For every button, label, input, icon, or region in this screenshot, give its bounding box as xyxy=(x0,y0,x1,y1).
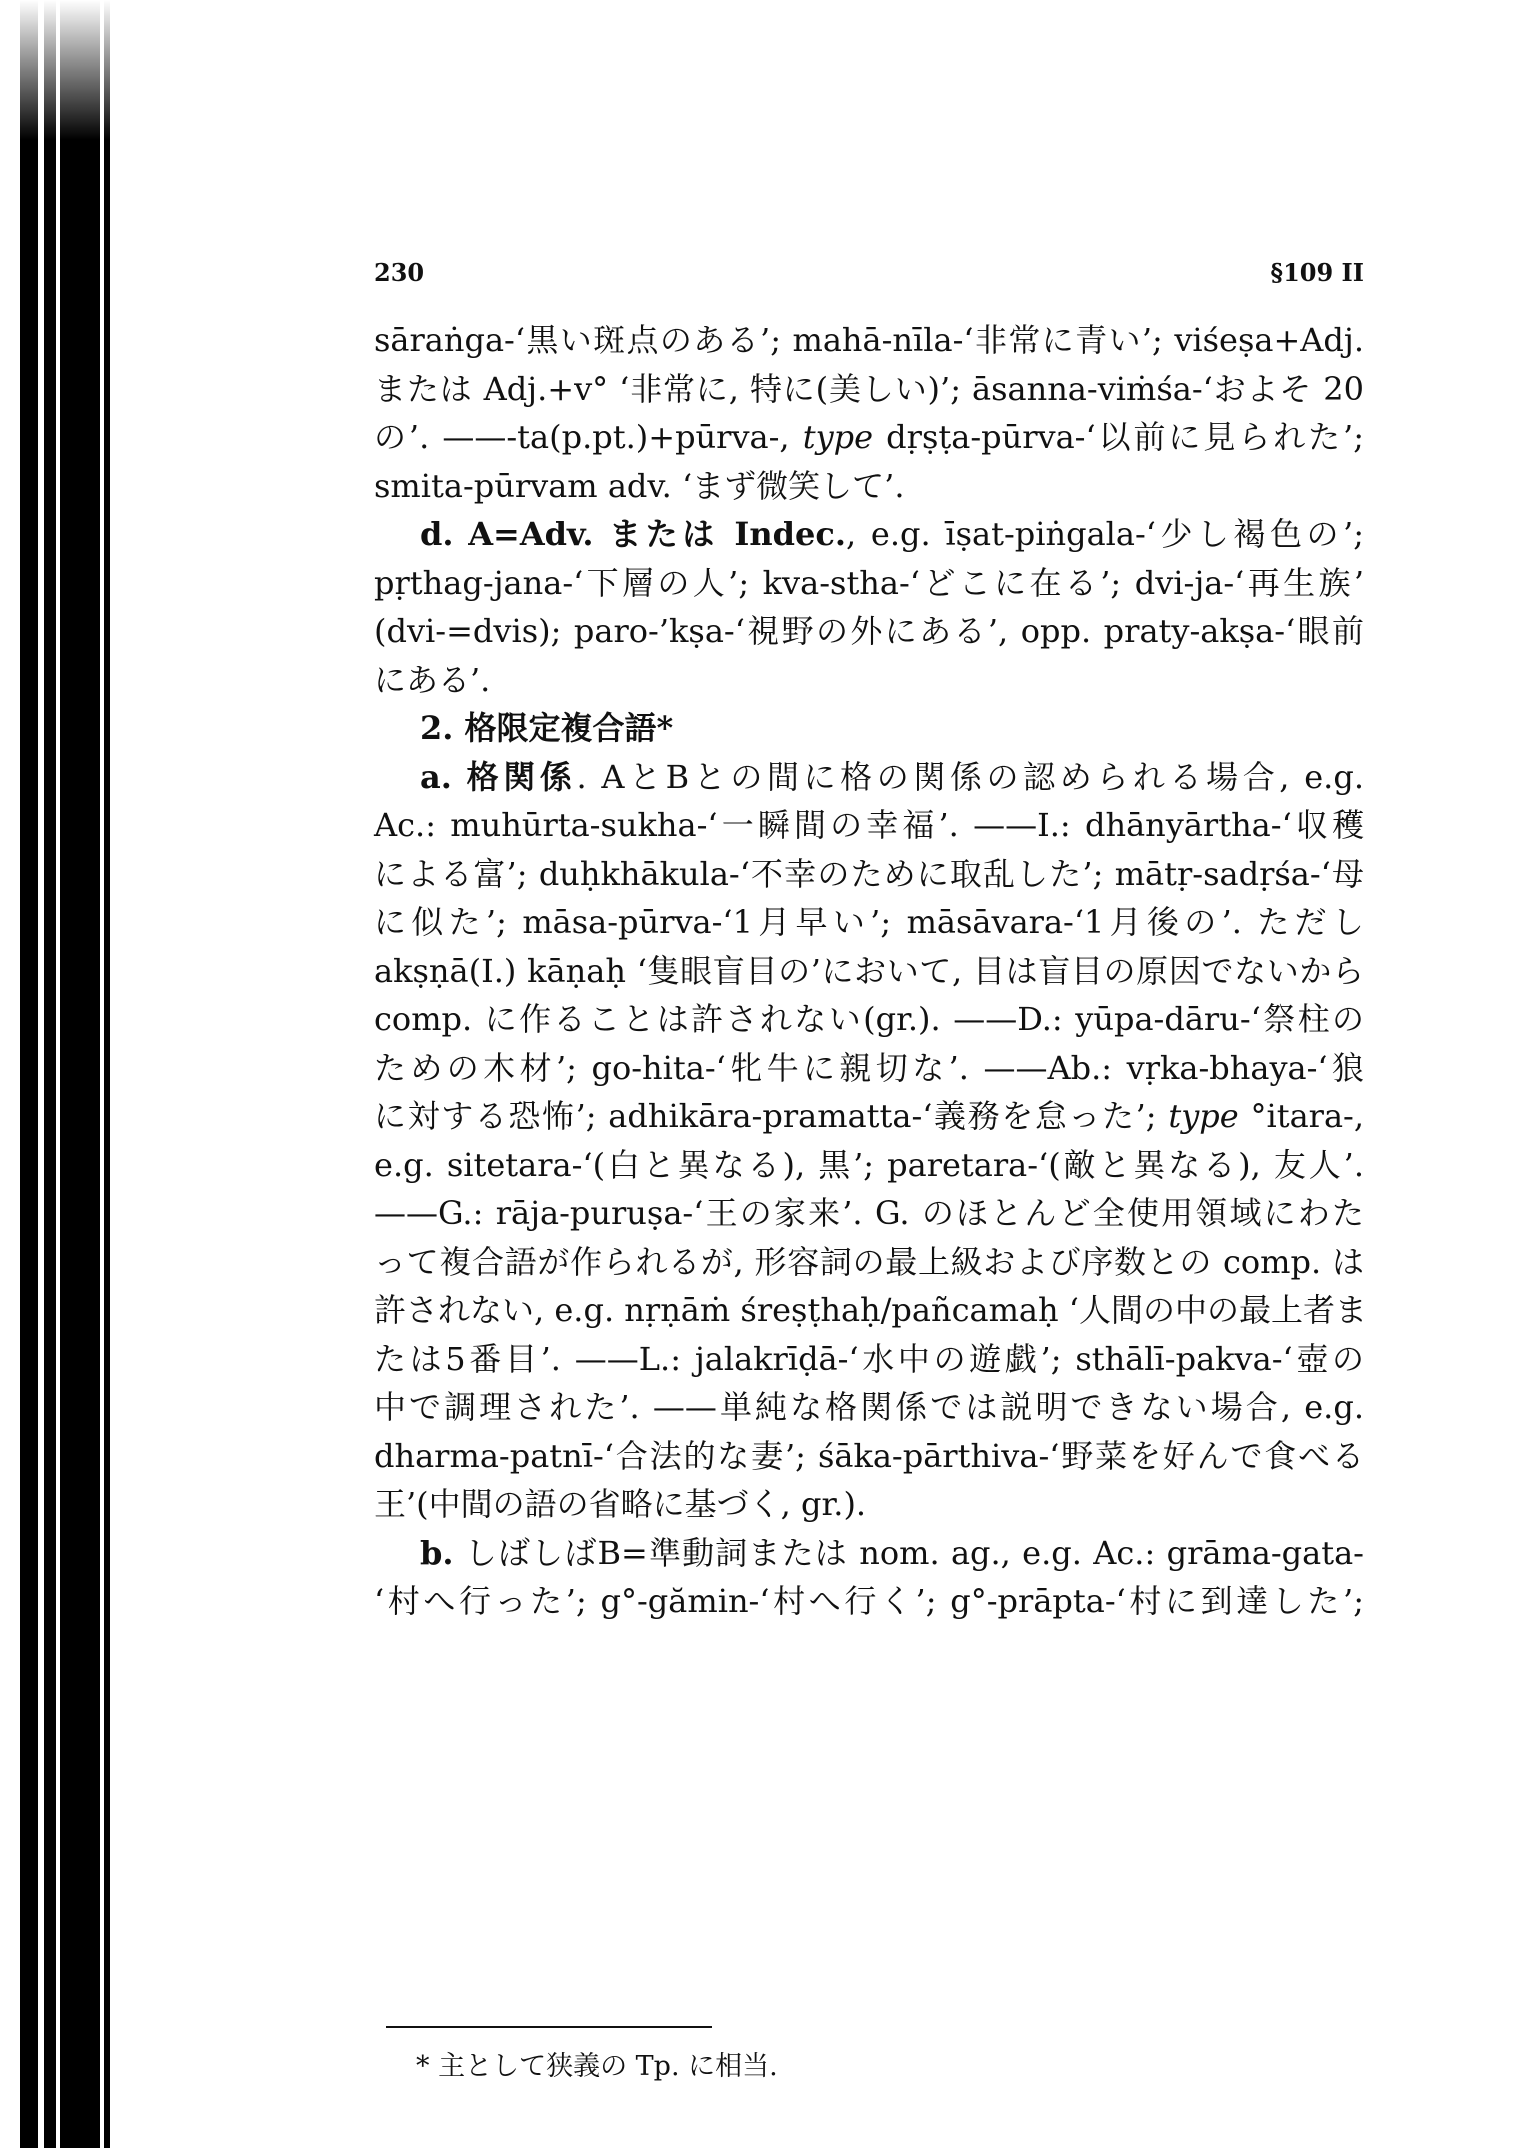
text-line: に似た’; māsa-pūrva-‘1月早い’; māsāvara-‘1月後の’. ただし xyxy=(374,903,1364,941)
text-line: ——G.: rāja-puruṣa-‘王の家来’. G. のほとんど全使用領域にわた xyxy=(374,1194,1364,1232)
text-line: dharma-patnī-‘合法的な妻’; śāka-pārthiva-‘野菜を好んで食べる xyxy=(374,1436,1364,1475)
paragraph-b-first-line xyxy=(374,1529,1364,1578)
footnote-divider xyxy=(386,2026,712,2028)
scan-edge xyxy=(0,0,118,2148)
section-reference: §109 II xyxy=(1270,258,1364,287)
text-line: pṛthag-jana-‘下層の人’; kva-stha-‘どこに在る’; dvi-ja-‘再生族’ xyxy=(374,563,1364,602)
italic-term: type xyxy=(802,418,874,456)
paragraph-d-first-line xyxy=(374,510,1364,559)
bold-term: A=Adv. または Indec. xyxy=(468,515,847,553)
text-line: comp. に作ることは許されない(gr.). ——D.: yūpa-dāru-‘祭柱の xyxy=(374,1000,1364,1038)
bold-term: 格関係 xyxy=(466,757,577,796)
text-line: ‘村へ行った’; g°-gămin-‘村へ行く’; g°-prāpta-‘村に到達した’; xyxy=(374,1582,1364,1620)
text-line: 許されない, e.g. nṛṇāṁ śreṣṭhaḥ/pañcamaḥ ‘人間の中の最上者ま xyxy=(374,1291,1367,1329)
text-line: による富’; duḥkhākula-‘不幸のために取乱した’; mātṛ-sadṛśa-‘母 xyxy=(374,854,1364,893)
text-span: の’. ——-ta(p.pt.)+pūrva-, xyxy=(374,418,790,456)
text-span: , e.g. īṣat-piṅgala-‘少し褐色の’; xyxy=(846,515,1364,553)
body-text xyxy=(374,316,1367,1626)
text-line: sāraṅga-‘黒い斑点のある’; mahā-nīla-‘非常に青い’; viśeṣa+Adj. xyxy=(374,321,1364,359)
text-line: smita-pūrvam adv. ‘まず微笑して’. xyxy=(374,466,905,505)
text-line: ための木材’; go-hita-‘牝牛に親切な’. ——Ab.: vṛka-bhaya-‘狼 xyxy=(374,1048,1364,1087)
paragraph-label: a. xyxy=(420,757,452,796)
text-line: 中で調理された’. ——単純な格関係では説明できない場合, e.g. xyxy=(374,1388,1364,1426)
text-line xyxy=(374,413,1364,462)
scan-band xyxy=(60,0,100,2148)
paragraph-label: d. xyxy=(420,515,454,553)
text-line: たは5番目’. ——L.: jalakrīḍā-‘水中の遊戯’; sthālī-pakva-‘壺の xyxy=(374,1339,1364,1378)
scan-band xyxy=(44,0,56,2148)
text-line: akṣṇā(I.) kāṇaḥ ‘隻眼盲目の’において, 目は盲目の原因でないから xyxy=(374,951,1364,990)
page-header xyxy=(374,258,1364,294)
page-number: 230 xyxy=(374,258,425,287)
text-line: または Adj.+v° ‘非常に, 特に(美しい)’; āsanna-viṁśa-‘およそ 20 xyxy=(374,369,1364,408)
footnote: * 主として狭義の Tp. に相当. xyxy=(416,2051,778,2082)
text-span: しばしばB=準動詞または nom. ag., e.g. Ac.: grāma-gata- xyxy=(453,1533,1364,1572)
section-heading: 2. 格限定複合語* xyxy=(420,709,674,747)
text-line: にある’. xyxy=(374,660,491,699)
text-line: Ac.: muhūrta-sukha-‘一瞬間の幸福’. ——I.: dhānyārtha-‘収穫 xyxy=(374,806,1364,844)
paragraph-a-first-line xyxy=(374,753,1364,802)
scan-band xyxy=(104,0,110,2148)
text-line: って複合語が作られるが, 形容詞の最上級および序数との comp. は xyxy=(374,1242,1364,1281)
text-line: (dvi-=dvis); paro-’kṣa-‘視野の外にある’, opp. praty-akṣa-‘眼前 xyxy=(374,612,1364,650)
italic-term: type xyxy=(1168,1097,1239,1135)
text-line: 王’(中間の語の省略に基づく, gr.). xyxy=(374,1485,867,1523)
text-line xyxy=(374,1092,1364,1141)
text-span: °itara-, xyxy=(1238,1097,1365,1135)
text-span: に対する恐怖’; adhikāra-pramatta-‘義務を怠った’; xyxy=(374,1097,1157,1135)
text-span: dṛṣṭa-pūrva-‘以前に見られた’; xyxy=(873,418,1364,456)
scan-fade xyxy=(0,0,118,140)
text-span: . AとBとの間に格の関係の認められる場合, e.g. xyxy=(576,757,1364,796)
scan-band xyxy=(20,0,38,2148)
paragraph-label: b. xyxy=(420,1533,454,1572)
text-line: e.g. sitetara-‘(白と異なる), 黒’; paretara-‘(敵と異なる), 友人’. xyxy=(374,1145,1364,1184)
